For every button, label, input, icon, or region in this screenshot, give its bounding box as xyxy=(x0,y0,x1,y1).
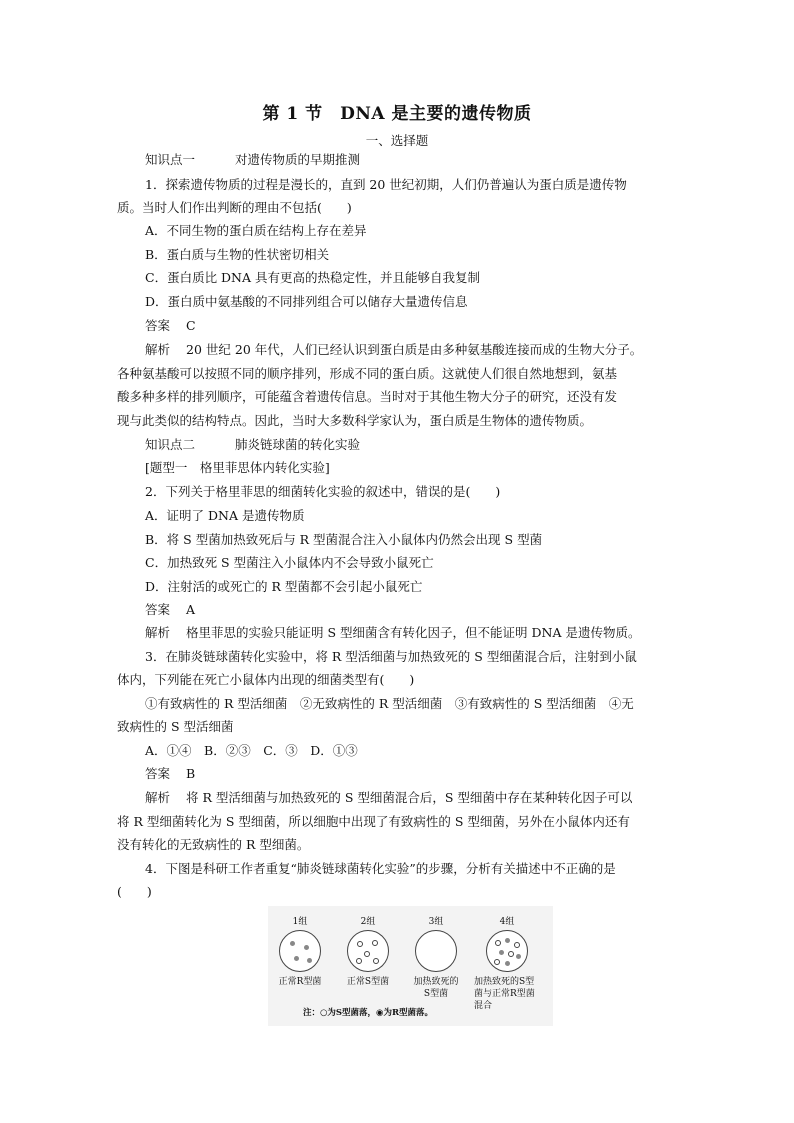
page-title: 第 1 节 DNA 是主要的遗传物质 xyxy=(262,104,532,124)
q1-stem-line-1: 1．探索遗传物质的过程是漫长的，直到 20 世纪初期，人们仍普遍认为蛋白质是遗传物 xyxy=(145,177,627,192)
r-colony xyxy=(304,945,309,950)
group-label-4: 4组 xyxy=(499,917,515,927)
answer-value: C xyxy=(186,318,196,333)
q4-stem-line-1: 4．下图是科研工作者重复“肺炎链球菌转化实验”的步骤，分析有关描述中不正确的是 xyxy=(145,861,616,876)
q3-options-line-1: ①有致病性的 R 型活细菌 ②无致病性的 R 型活细菌 ③有致病性的 S 型活细菌 ④无 xyxy=(145,696,634,711)
knowledge-point-label: 知识点一 xyxy=(145,152,196,167)
petri-dish-4 xyxy=(486,930,528,972)
caption-line: 正常R型菌 xyxy=(278,977,322,987)
section-heading: 一、选择题 xyxy=(365,133,429,148)
knowledge-point-label: 知识点二 xyxy=(145,437,196,452)
q2-option-a: A．证明了 DNA 是遗传物质 xyxy=(145,508,305,523)
q1-analysis-line-4: 现与此类似的结构特点。因此，当时大多数科学家认为，蛋白质是生物体的遗传物质。 xyxy=(117,413,593,428)
group-label-3: 3组 xyxy=(428,917,444,927)
r-colony xyxy=(516,954,521,959)
q3-stem-line-2: 体内，下列能在死亡小鼠体内出现的细菌类型有( ) xyxy=(117,672,415,687)
caption-3 xyxy=(406,976,466,1000)
r-colony xyxy=(499,950,504,955)
q1-option-b: B．蛋白质与生物的性状密切相关 xyxy=(145,247,330,262)
q3-stem-line-1: 3．在肺炎链球菌转化实验中，将 R 型活细菌与加热致死的 S 型细菌混合后，注射到小鼠 xyxy=(145,649,637,664)
caption-line: S型菌 xyxy=(423,989,449,999)
question-type-heading: [题型一 格里菲思体内转化实验] xyxy=(145,460,330,475)
q2-analysis xyxy=(145,623,705,643)
q1-option-a: A．不同生物的蛋白质在结构上存在差异 xyxy=(145,223,367,238)
s-colony xyxy=(514,942,520,948)
analysis-label: 解析 xyxy=(145,342,171,357)
petri-dish-2 xyxy=(347,930,389,972)
q1-analysis-line-3: 酸多种多样的排列顺序，可能蕴含着遗传信息。当时对于其他生物大分子的研究，还没有发 xyxy=(117,389,618,404)
experiment-figure xyxy=(268,906,553,1026)
caption-line: 加热致死的 xyxy=(413,977,459,987)
answer-value: B xyxy=(186,766,196,781)
answer-label: 答案 xyxy=(145,766,171,781)
q3-analysis-line-1 xyxy=(145,788,705,808)
caption-line: 加热致死的S型 xyxy=(474,977,535,987)
petri-dish-3 xyxy=(415,930,457,972)
r-colony xyxy=(505,938,510,943)
answer-label: 答案 xyxy=(145,602,171,617)
s-colony xyxy=(364,951,370,957)
analysis-text: 将 R 型活细菌与加热致死的 S 型细菌混合后，S 型细菌中存在某种转化因子可以 xyxy=(186,790,633,805)
group-label-2: 2组 xyxy=(360,917,376,927)
q2-stem: 2．下列关于格里菲思的细菌转化实验的叙述中，错误的是( ) xyxy=(145,484,501,499)
knowledge-point-2 xyxy=(145,435,705,455)
q2-option-b: B．将 S 型菌加热致死后与 R 型菌混合注入小鼠体内仍然会出现 S 型菌 xyxy=(145,532,543,547)
q4-stem-line-2: ( ) xyxy=(117,884,152,899)
q1-answer xyxy=(145,316,705,336)
group-label-1: 1组 xyxy=(292,917,308,927)
knowledge-point-text: 肺炎链球菌的转化实验 xyxy=(235,437,361,452)
caption-2 xyxy=(338,976,398,988)
q3-answer xyxy=(145,764,705,784)
s-colony xyxy=(372,940,378,946)
caption-line: 正常S型菌 xyxy=(346,977,390,987)
s-colony xyxy=(495,940,501,946)
q2-option-c: C．加热致死 S 型菌注入小鼠体内不会导致小鼠死亡 xyxy=(145,555,434,570)
knowledge-point-1 xyxy=(145,150,705,170)
r-colony xyxy=(294,956,299,961)
analysis-text: 格里菲思的实验只能证明 S 型细菌含有转化因子，但不能证明 DNA 是遗传物质。 xyxy=(186,625,641,640)
caption-1 xyxy=(270,976,330,988)
q1-stem-line-2: 质。当时人们作出判断的理由不包括( ) xyxy=(117,200,352,215)
s-colony xyxy=(508,951,514,957)
q1-analysis-line-2: 各种氨基酸可以按照不同的顺序排列，形成不同的蛋白质。这就使人们很自然地想到，氨基 xyxy=(117,366,618,381)
s-colony xyxy=(356,958,362,964)
q1-option-c: C．蛋白质比 DNA 具有更高的热稳定性，并且能够自我复制 xyxy=(145,270,480,285)
q1-analysis-line-1 xyxy=(145,340,705,360)
caption-4 xyxy=(474,976,552,1012)
q3-options-line-2: 致病性的 S 型活细菌 xyxy=(117,719,234,734)
q3-choices: A．①④ B．②③ C．③ D．①③ xyxy=(145,743,358,758)
caption-line: 混合 xyxy=(474,1001,493,1011)
q2-answer xyxy=(145,600,705,620)
answer-value: A xyxy=(186,602,196,617)
analysis-label: 解析 xyxy=(145,625,171,640)
r-colony xyxy=(307,958,312,963)
r-colony xyxy=(505,961,510,966)
q2-option-d: D．注射活的或死亡的 R 型菌都不会引起小鼠死亡 xyxy=(145,579,423,594)
s-colony xyxy=(357,941,363,947)
q3-analysis-line-2: 将 R 型细菌转化为 S 型细菌，所以细胞中出现了有致病性的 S 型细菌，另外在小鼠体内还有 xyxy=(117,814,630,829)
q3-analysis-line-3: 没有转化的无致病性的 R 型细菌。 xyxy=(117,837,310,852)
analysis-text: 20 世纪 20 年代，人们已经认识到蛋白质是由多种氨基酸连接而成的生物大分子。 xyxy=(186,342,643,357)
caption-line: 菌与正常R型菌 xyxy=(474,989,535,999)
r-colony xyxy=(290,941,295,946)
petri-dish-1 xyxy=(279,930,321,972)
q1-option-d: D．蛋白质中氨基酸的不同排列组合可以储存大量遗传信息 xyxy=(145,294,468,309)
s-colony xyxy=(373,958,379,964)
s-colony xyxy=(494,959,500,965)
figure-note: 注：○为S型菌落，◉为R型菌落。 xyxy=(303,1008,434,1018)
answer-label: 答案 xyxy=(145,318,171,333)
knowledge-point-text: 对遗传物质的早期推测 xyxy=(235,152,361,167)
analysis-label: 解析 xyxy=(145,790,171,805)
